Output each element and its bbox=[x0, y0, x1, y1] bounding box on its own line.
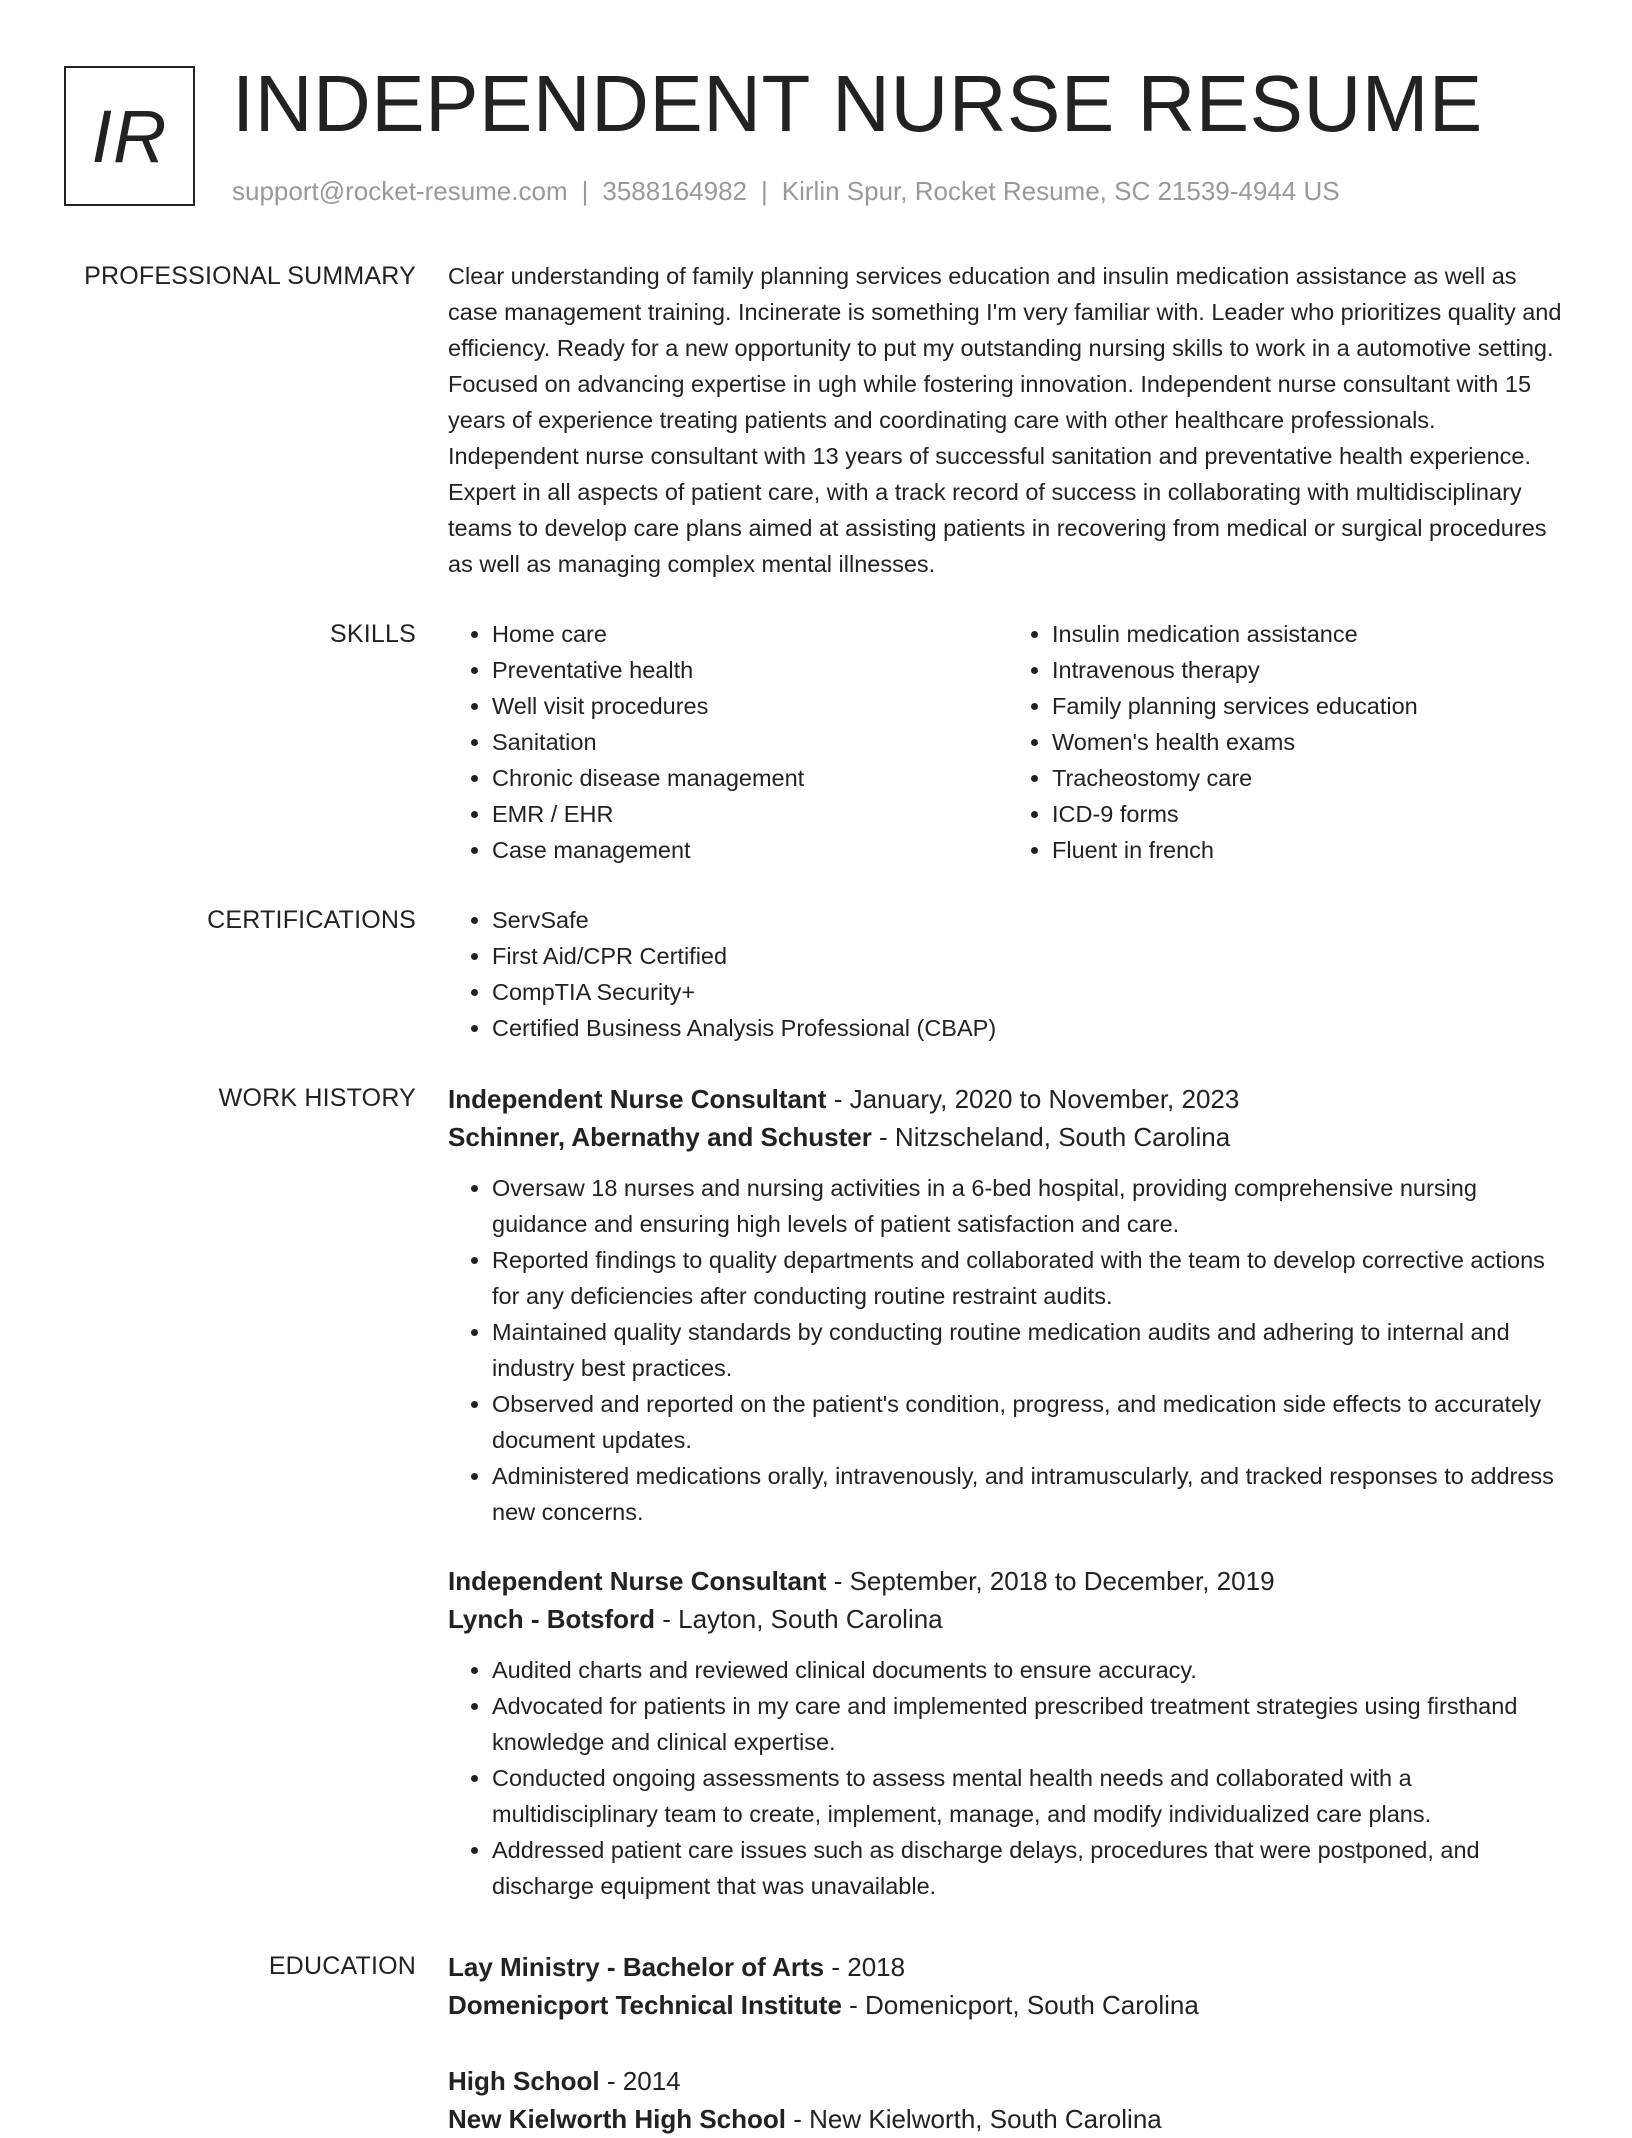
education-degree: Lay Ministry - Bachelor of Arts bbox=[448, 1952, 825, 1982]
job-company-line bbox=[448, 1118, 1568, 1156]
job-bullet-list bbox=[448, 1170, 1568, 1530]
certification-item: • CompTIA Security+ bbox=[492, 974, 1568, 1010]
section-label-work: WORK HISTORY bbox=[218, 1084, 416, 1112]
job-location: - Nitzscheland, South Carolina bbox=[871, 1122, 1231, 1152]
education-school-line bbox=[448, 1986, 1568, 2024]
job-location: - Layton, South Carolina bbox=[655, 1604, 943, 1634]
education-school: New Kielworth High School bbox=[448, 2104, 787, 2134]
education-body bbox=[448, 1948, 1568, 2138]
job-title: Independent Nurse Consultant bbox=[448, 1566, 827, 1596]
skill-item: • ICD-9 forms bbox=[1052, 796, 1568, 832]
skills-column-left bbox=[448, 616, 1008, 868]
contact-separator: | bbox=[581, 176, 589, 206]
section-label-education: EDUCATION bbox=[268, 1952, 416, 1980]
section-label-skills: SKILLS bbox=[330, 620, 416, 648]
job-company-line bbox=[448, 1600, 1568, 1638]
skill-item: • Intravenous therapy bbox=[1052, 652, 1568, 688]
skill-item: • Well visit procedures bbox=[492, 688, 1008, 724]
contact-email[interactable]: support@rocket-resume.com bbox=[232, 176, 568, 206]
education-degree-line bbox=[448, 2062, 1568, 2100]
skill-item: • Family planning services education bbox=[1052, 688, 1568, 724]
skill-item: • Preventative health bbox=[492, 652, 1008, 688]
education-entry bbox=[448, 1948, 1568, 2024]
contact-separator: | bbox=[761, 176, 768, 206]
monogram bbox=[64, 66, 195, 206]
education-school-line bbox=[448, 2100, 1568, 2138]
education-year: - 2018 bbox=[824, 1952, 906, 1982]
job-bullet-list bbox=[448, 1652, 1568, 1904]
contact-phone[interactable]: 3588164982 bbox=[602, 176, 747, 206]
job-bullet: • Maintained quality standards by conducting routine medication audits and adhering to internal and industry best practices. bbox=[492, 1314, 1568, 1386]
summary-body bbox=[448, 258, 1568, 582]
certifications-body bbox=[448, 902, 1568, 1046]
contact-address: Kirlin Spur, Rocket Resume, SC 21539-4944 US bbox=[781, 176, 1340, 206]
skills-column-right bbox=[1008, 616, 1568, 868]
resume-title: INDEPENDENT NURSE RESUME bbox=[232, 59, 1483, 148]
skill-item: • Case management bbox=[492, 832, 1008, 868]
job-bullet: • Oversaw 18 nurses and nursing activities in a 6-bed hospital, providing comprehensive nursing guidance and ensuring high levels of patient satisfaction and care. bbox=[492, 1170, 1568, 1242]
section-label-certifications: CERTIFICATIONS bbox=[207, 906, 416, 934]
skills-grid bbox=[448, 616, 1568, 868]
job-title-line bbox=[448, 1562, 1568, 1600]
job-bullet: • Administered medications orally, intravenously, and intramuscularly, and tracked responses to address new concerns. bbox=[492, 1458, 1568, 1530]
education-location: - New Kielworth, South Carolina bbox=[786, 2104, 1162, 2134]
skill-item: • Insulin medication assistance bbox=[1052, 616, 1568, 652]
job-bullet: • Reported findings to quality departments and collaborated with the team to develop corrective actions for any deficiencies after conducting routine restraint audits. bbox=[492, 1242, 1568, 1314]
monogram-initials: IR bbox=[91, 94, 168, 178]
job-bullet: • Audited charts and reviewed clinical documents to ensure accuracy. bbox=[492, 1652, 1568, 1688]
certification-item: • ServSafe bbox=[492, 902, 1568, 938]
work-body bbox=[448, 1080, 1568, 1904]
skill-item: • Sanitation bbox=[492, 724, 1008, 760]
job-bullet: • Conducted ongoing assessments to assess mental health needs and collaborated with a multidisciplinary team to create, implement, manage, and modify individualized care plans. bbox=[492, 1760, 1568, 1832]
job-title: Independent Nurse Consultant bbox=[448, 1084, 827, 1114]
job-entry bbox=[448, 1562, 1568, 1904]
education-school: Domenicport Technical Institute bbox=[448, 1990, 842, 2020]
job-company: Lynch - Botsford bbox=[448, 1604, 656, 1634]
skill-item: • Chronic disease management bbox=[492, 760, 1008, 796]
job-dates: - January, 2020 to November, 2023 bbox=[826, 1084, 1240, 1114]
skill-item: • Home care bbox=[492, 616, 1008, 652]
section-label-summary: PROFESSIONAL SUMMARY bbox=[84, 262, 416, 290]
skill-item: • EMR / EHR bbox=[492, 796, 1008, 832]
job-dates: - September, 2018 to December, 2019 bbox=[826, 1566, 1275, 1596]
job-bullet: • Observed and reported on the patient's condition, progress, and medication side effects to accurately document updates. bbox=[492, 1386, 1568, 1458]
skill-item: • Fluent in french bbox=[1052, 832, 1568, 868]
job-bullet: • Advocated for patients in my care and implemented prescribed treatment strategies using firsthand knowledge and clinical expertise. bbox=[492, 1688, 1568, 1760]
education-degree-line bbox=[448, 1948, 1568, 1986]
certification-item: • First Aid/CPR Certified bbox=[492, 938, 1568, 974]
education-location: - Domenicport, South Carolina bbox=[841, 1990, 1199, 2020]
job-company: Schinner, Abernathy and Schuster bbox=[448, 1122, 872, 1152]
summary-text: Clear understanding of family planning services education and insulin medication assistance as well as case management training. Incinerate is something I'm very familiar with. Leader who prioritizes quality and efficiency. Ready for a new opportunity to put my outstanding nursing skills to work in a automotive setting. Focused on advancing expertise in ugh while fostering innovation. Independent nurse consultant with 15 years of experience treating patients and coordinating care with other healthcare professionals. Independent nurse consultant with 13 years of successful sanitation and preventative health experience. Expert in all aspects of patient care, with a track record of success in collaborating with multidisciplinary teams to develop care plans aimed at assisting patients in recovering from medical or surgical procedures as well as managing complex mental illnesses. bbox=[448, 263, 1562, 577]
job-title-line bbox=[448, 1080, 1568, 1118]
job-entry bbox=[448, 1080, 1568, 1530]
contact-line bbox=[232, 174, 1340, 208]
job-bullet: • Addressed patient care issues such as discharge delays, procedures that were postponed, and discharge equipment that was unavailable. bbox=[492, 1832, 1568, 1904]
education-entry bbox=[448, 2062, 1568, 2138]
certifications-list bbox=[448, 902, 1568, 1046]
education-year: - 2014 bbox=[599, 2066, 681, 2096]
skill-item: • Tracheostomy care bbox=[1052, 760, 1568, 796]
skill-item: • Women's health exams bbox=[1052, 724, 1568, 760]
certification-item: • Certified Business Analysis Professional (CBAP) bbox=[492, 1010, 1568, 1046]
education-degree: High School bbox=[448, 2066, 600, 2096]
